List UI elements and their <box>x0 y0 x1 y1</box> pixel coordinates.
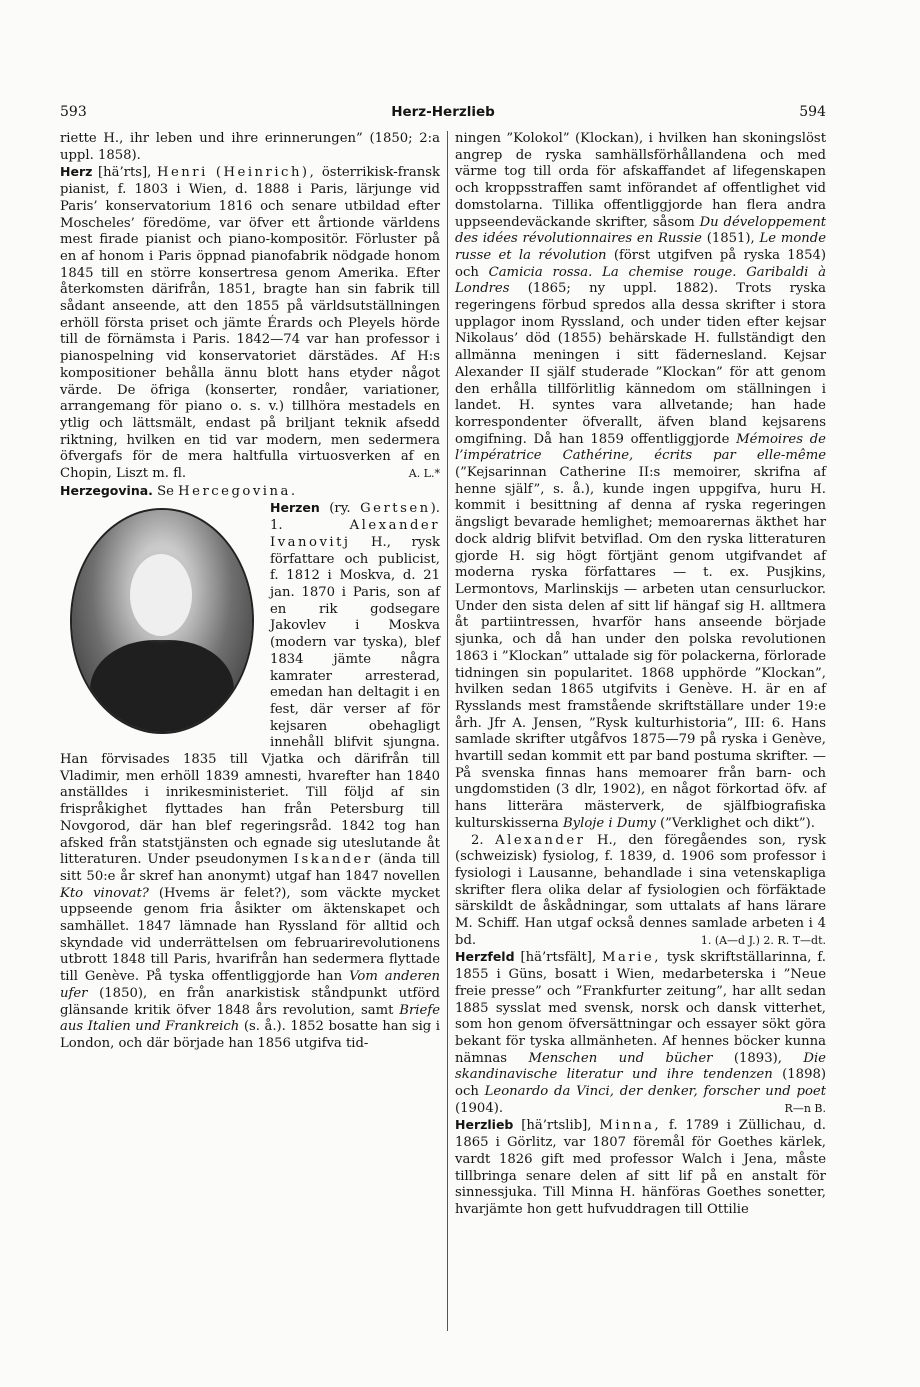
headword: Herzfeld <box>455 949 515 965</box>
paragraph-herzen-continued: ningen ”Kolokol” (Klockan), i hvilken han skoningslöst angrep de ryska samhällsförhållandena och med värme tog till orda för afskaffandet af lifegenskapen och kroppsstraffen samt införandet af offentlighet vid domstolarna. Tillika offentliggjorde han flera andra uppseendeväckande skrifter, såsom Du développement des idées révolutionnaires en Russie (1851), Le monde russe et la révolution (först utgifven på ryska 1854) och Camicia rossa. La chemise rouge. Garibaldi à Londres (1865; ny uppl. 1882). Trots ryska regeringens förbud spredos alla dessa skrifter i stora upplagor inom Ryssland, och under tiden efter kejsar Nikolaus’ död (1855) behärskade H. fullständigt den allmänna meningen i sitt fädernesland. Kejsar Alexander II själf studerade ”Klockan” för att genom den erhålla tillförlitlig kännedom om ställningen i landet. H. syntes vara allvetande; han hade korrespondenter öfverallt, äfven bland kejsarens omgifning. Då han 1859 offentliggjorde Mémoires de l’impératrice Cathérine, écrits par elle-même (”Kejsarinnan Catherine II:s memoirer, skrifna af henne själf”, s. å.), kunde ingen uppgifva, huru H. kommit i besittning af denna af ryska regeringen ängsligt bevarade hemlighet; memoarernas äkthet har dock aldrig blifvit betviflad. Om den ryska litteraturen gjorde H. sig högt förtjänt genom utgifvandet af moderna ryska författares — t. ex. Pusjkins, Lermontovs, Marlinskijs — arbeten utan censurluckor. Under den sista delen af sitt lif hängaf sig H. alltmera åt partiintressen, hvarför hans anseende började sjunka, och då han under den polska revolutionen 1863 i ”Klockan” uttalade sig för polackerna, förlorade tidningen sin popularitet. 1868 upphörde ”Klockan”, hvilken sedan 1865 utgifvits i Genève. H. är en af Rysslands mest framstående skriftställare under 19:e årh. Jfr A. Jensen, ”Rysk kulturhistoria”, III: 6. Hans samlade skrifter utgåfvos 1875—79 på ryska i Genève, hvartill sedan kommit ett par band postuma skrifter. — På svenska finnas hans memoarer från barn- och ungdomstiden (3 dlr, 1902), en något förkortad öfv. af hans litterära mästerverk, de själfbiografiska kulturskisserna Byloje i Dumy (”Verklighet och dikt”). <box>455 131 827 831</box>
headword: Herz <box>60 164 93 180</box>
portrait-herzen <box>60 504 262 734</box>
page-number-left: 593 <box>60 104 87 120</box>
author-signature: R—n B. <box>784 1101 826 1115</box>
column-divider <box>447 131 448 1331</box>
entry-herzen-2: 2. Alexander H., den föregåendes son, rysk (schweizisk) fysiolog, f. 1839, d. 1906 som professor i fysiologi i Lausanne, behandlade i sina vetenskapliga skrifter flera olika delar af fysiologien och förfäktade särskildt de åskådningar, som uttalats af hans lärare M. Schiff. Han utgaf också dennes samlade arbeten i 4 bd. 1. (A—d J.) 2. R. T—dt. <box>455 832 826 948</box>
page-number-right: 594 <box>799 104 826 120</box>
left-column <box>60 131 440 1053</box>
page-header <box>60 104 826 124</box>
headword: Herzegovina. <box>60 482 153 498</box>
running-title: Herz-Herzlieb <box>391 104 495 120</box>
entry-herz: Herz [hä’rts], Henri (Heinrich), österrikisk-fransk pianist, f. 1803 i Wien, d. 1888 i Paris, lärjunge vid Paris’ konservatorium 1816 och senare utbildad efter Moscheles’ föredöme, var öfver ett årtionde världens mest firade pianist och piano-kompositör. Förluster på en af honom i Paris öppnad pianofabrik nödgade honom 1845 till en större konsertresa genom Amerika. Efter återkomsten därifrån, 1851, bragte han sin fabrik till sådant anseende, att den 1855 på världsutställningen erhöll första priset och jämte Érards och Pleyels hörde till de förnämsta i Paris. 1842—74 var han professor i pianospelning vid konservatoriet därstädes. Af H:s kompositioner behålla ännu blott hans etyder något värde. De öfriga (konserter, rondåer, variationer, arrangemang för piano o. s. v.) tillhöra mestadels en ytlig och lättsmält, endast på briljant teknik afsedd riktning, hvilken en tid var modern, men sedermera öfvergafs för de mera haltfulla virtuosverken af en Chopin, Liszt m. fl. A. L.* <box>60 164 440 482</box>
paragraph-continuation: riette H., ihr leben und ihre erinnerungen” (1850; 2:a uppl. 1858). <box>60 131 440 163</box>
right-column <box>455 131 826 1219</box>
headword: Herzlieb <box>455 1117 514 1133</box>
author-signature: 1. (A—d J.) 2. R. T—dt. <box>700 933 826 947</box>
entry-herzegovina: Herzegovina. Se Hercegovina. <box>60 482 298 499</box>
author-signature: A. L.* <box>408 467 440 481</box>
entry-herzfeld: Herzfeld [hä’rtsfält], Marie, tysk skriftställarinna, f. 1855 i Güns, bosatt i Wien, medarbeterska i ”Neue freie presse” och ”Frankfurter zeitung”, har allt sedan 1885 sysslat med svensk, norsk och dansk vitterhet, som hon genom öfversättningar och essayer sökt göra bekant för tyska allmänheten. Af hennes böcker kunna nämnas Menschen und bücher (1893), Die skandinavische literatur und ihre tendenzen (1898) och Leonardo da Vinci, der denker, forscher und poet (1904). R—n B. <box>455 949 826 1116</box>
entry-herzlieb: Herzlieb [hä’rtslib], Minna, f. 1789 i Züllichau, d. 1865 i Görlitz, var 1807 föremål för Goethes kärlek, vardt 1826 gift med professor Walch i Jena, måste tillbringa senare delen af sitt lif på en anstalt för sinnessjuka. Till Minna H. hänföras Goethes sonetter, hvarjämte hon gett hufvuddragen till Ottilie <box>455 1117 826 1217</box>
headword: Herzen <box>270 500 320 516</box>
entry-herzen: Herzen (ry. Gertsen). 1. Alexander Ivanovitj H., rysk författare och publicist, f. 1812 i Moskva, d. 21 jan. 1870 i Paris, son af en rik godsegare Jakovlev i Moskva (modern var tyska), blef 1834 jämte några kamrater arresterad, emedan han deltagit i en fest, där verser af för kejsaren obehagligt innehåll blifvit sjungna. Han förvisades 1835 till Vjatka och därifrån till Vladimir, men erhöll 1839 amnesti, hvarefter han 1840 anställdes i inrikesministeriet. Till följd af sin frispråkighet flyttades han från Petersburg till Novgorod, där han blef regeringsråd. 1842 tog han afsked från statstjänsten och egnade sig uteslutande åt litteraturen. Under pseudonymen Iskander (ända till sitt 50:e år skref han anonymt) utgaf han 1847 novellen Kto vinovat? (Hvems är felet?), som väckte mycket uppseende genom fria åsikter om äktenskapet och samhället. 1847 lämnade han Ryssland för alltid och skyndade vid underrättelsen om februarirevolutionens utbrott 1848 till Paris, hvarifrån han sedermera flyttade till Genève. På tyska offentliggjorde han Vom anderen ufer (1850), en från anarkistisk ståndpunkt utförd glänsande kritik öfver 1848 års revolution, samt Briefe aus Italien und Frankreich (s. å.). 1852 bosatte han sig i London, och där började han 1856 utgifva tid- <box>60 500 440 1051</box>
